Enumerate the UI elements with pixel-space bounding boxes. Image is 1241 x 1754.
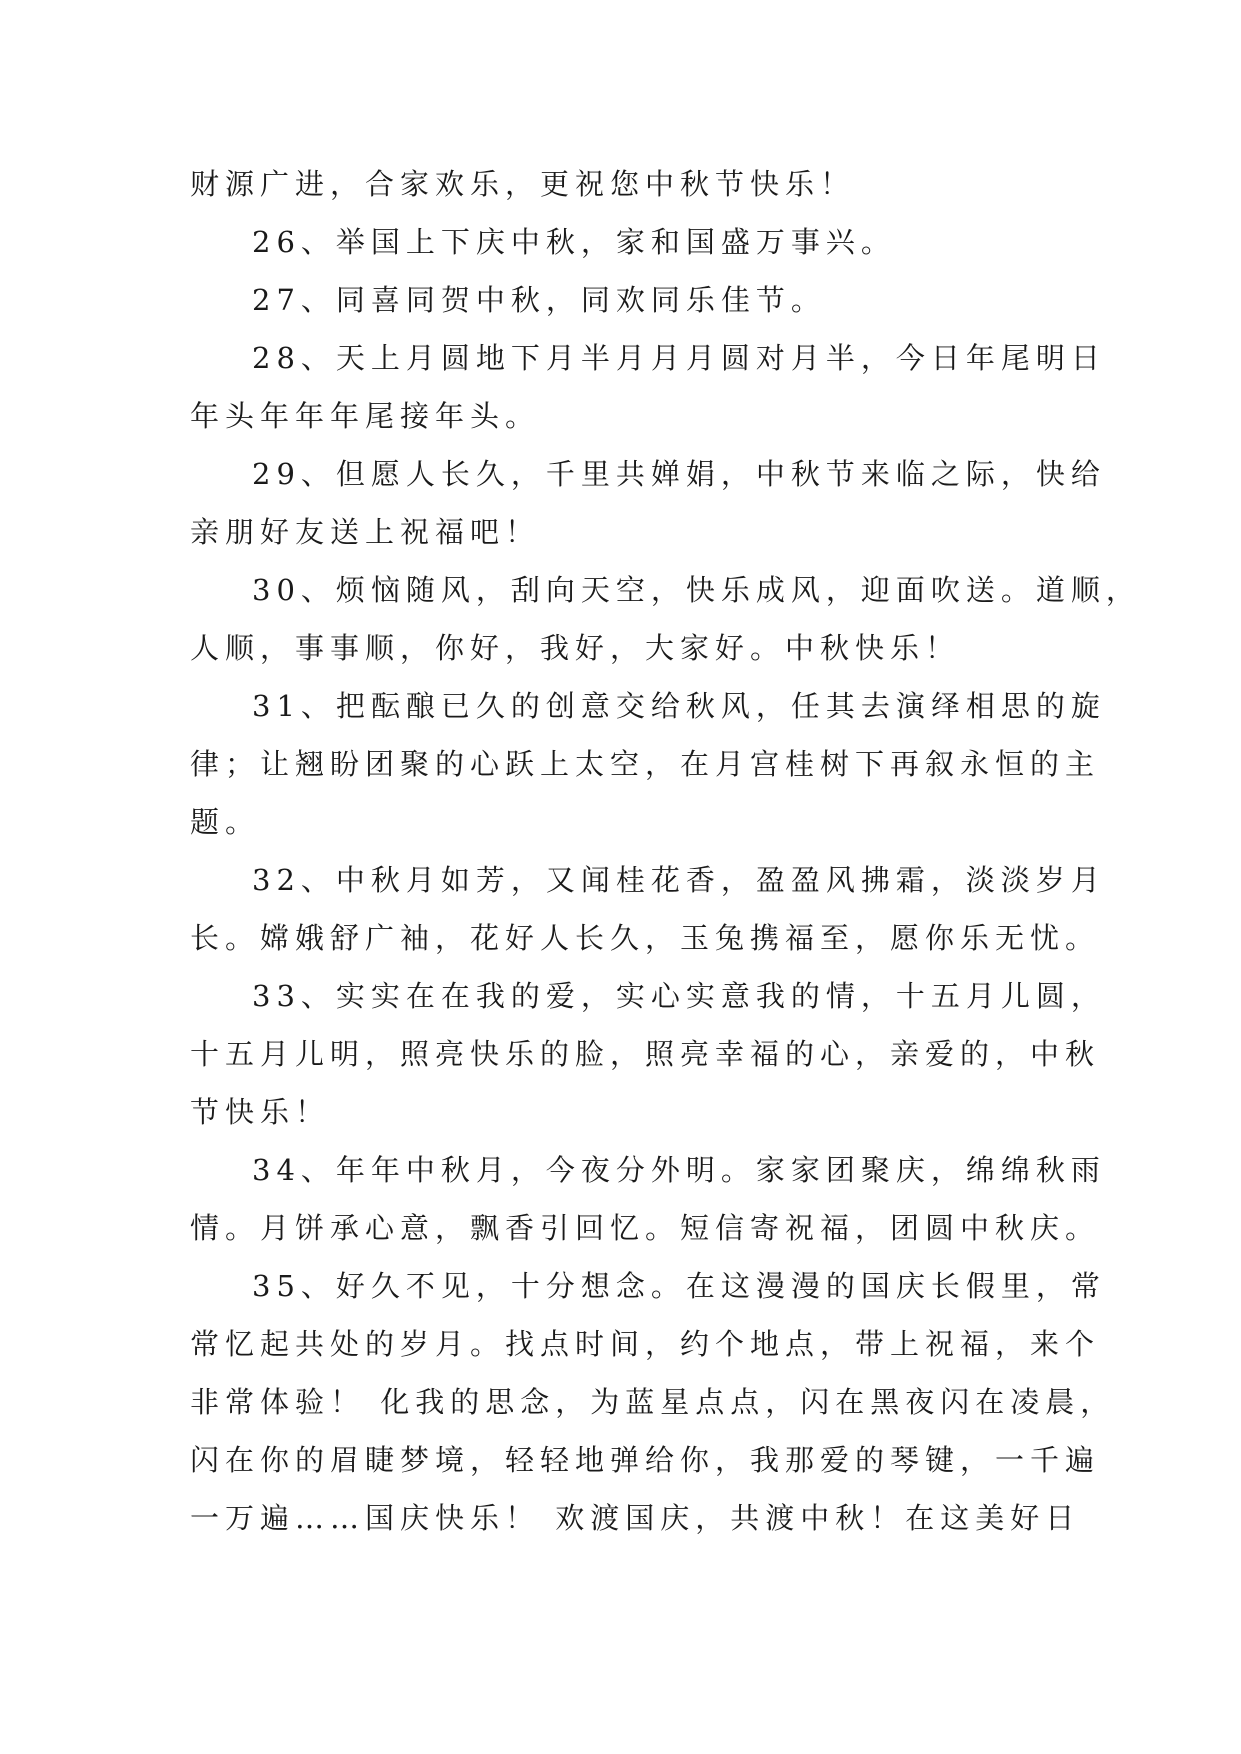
text-line: 30、烦恼随风，刮向天空，快乐成风，迎面吹送。道顺， [252, 573, 1141, 607]
text-line: 35、好久不见，十分想念。在这漫漫的国庆长假里，常 [252, 1269, 1106, 1303]
text-line: 非常体验！ 化我的思念，为蓝星点点，闪在黑夜闪在凌晨， [190, 1385, 1116, 1419]
text-line: 28、天上月圆地下月半月月月圆对月半，今日年尾明日 [252, 341, 1106, 375]
text-line: 情。月饼承心意，飘香引回忆。短信寄祝福，团圆中秋庆。 [190, 1211, 1101, 1245]
paragraph [190, 1141, 1106, 1257]
text-line: 29、但愿人长久，千里共婵娟，中秋节来临之际，快给 [252, 457, 1106, 491]
paragraph [190, 271, 1065, 329]
paragraph [190, 1257, 1116, 1547]
text-line: 长。嫦娥舒广袖，花好人长久，玉兔携福至，愿你乐无忧。 [190, 921, 1101, 955]
text-line: 常忆起共处的岁月。找点时间，约个地点，带上祝福，来个 [190, 1327, 1101, 1361]
text-line: 节快乐！ [190, 1095, 331, 1129]
text-line: 亲朋好友送上祝福吧！ [190, 515, 541, 549]
text-line: 人顺，事事顺，你好，我好，大家好。中秋快乐！ [190, 631, 961, 665]
paragraph [190, 445, 1106, 561]
paragraph [190, 677, 1106, 851]
text-line: 一万遍……国庆快乐！ 欢渡国庆，共渡中秋！在这美好日 [190, 1501, 1081, 1535]
text-line: 31、把酝酿已久的创意交给秋风，任其去演绎相思的旋 [252, 689, 1106, 723]
text-line: 题。 [190, 805, 261, 839]
text-line: 财源广进，合家欢乐，更祝您中秋节快乐！ [190, 167, 856, 201]
text-line: 34、年年中秋月，今夜分外明。家家团聚庆，绵绵秋雨 [252, 1153, 1106, 1187]
paragraph [190, 155, 1065, 213]
text-line: 32、中秋月如芳，又闻桂花香，盈盈风拂霜，淡淡岁月 [252, 863, 1106, 897]
text-line: 闪在你的眉睫梦境，轻轻地弹给你，我那爱的琴键，一千遍 [190, 1443, 1101, 1477]
text-line: 26、举国上下庆中秋，家和国盛万事兴。 [252, 225, 896, 259]
text-line: 27、同喜同贺中秋，同欢同乐佳节。 [252, 283, 826, 317]
text-line: 年头年年年尾接年头。 [190, 399, 541, 433]
document-page [190, 155, 1141, 1547]
text-line: 律；让翘盼团聚的心跃上太空，在月宫桂树下再叙永恒的主 [190, 747, 1101, 781]
paragraph [190, 967, 1106, 1141]
paragraph [190, 329, 1106, 445]
paragraph [190, 561, 1141, 677]
text-line: 十五月儿明，照亮快乐的脸，照亮幸福的心，亲爱的，中秋 [190, 1037, 1101, 1071]
paragraph [190, 851, 1106, 967]
text-line: 33、实实在在我的爱，实心实意我的情，十五月儿圆， [252, 979, 1106, 1013]
paragraph [190, 213, 1065, 271]
